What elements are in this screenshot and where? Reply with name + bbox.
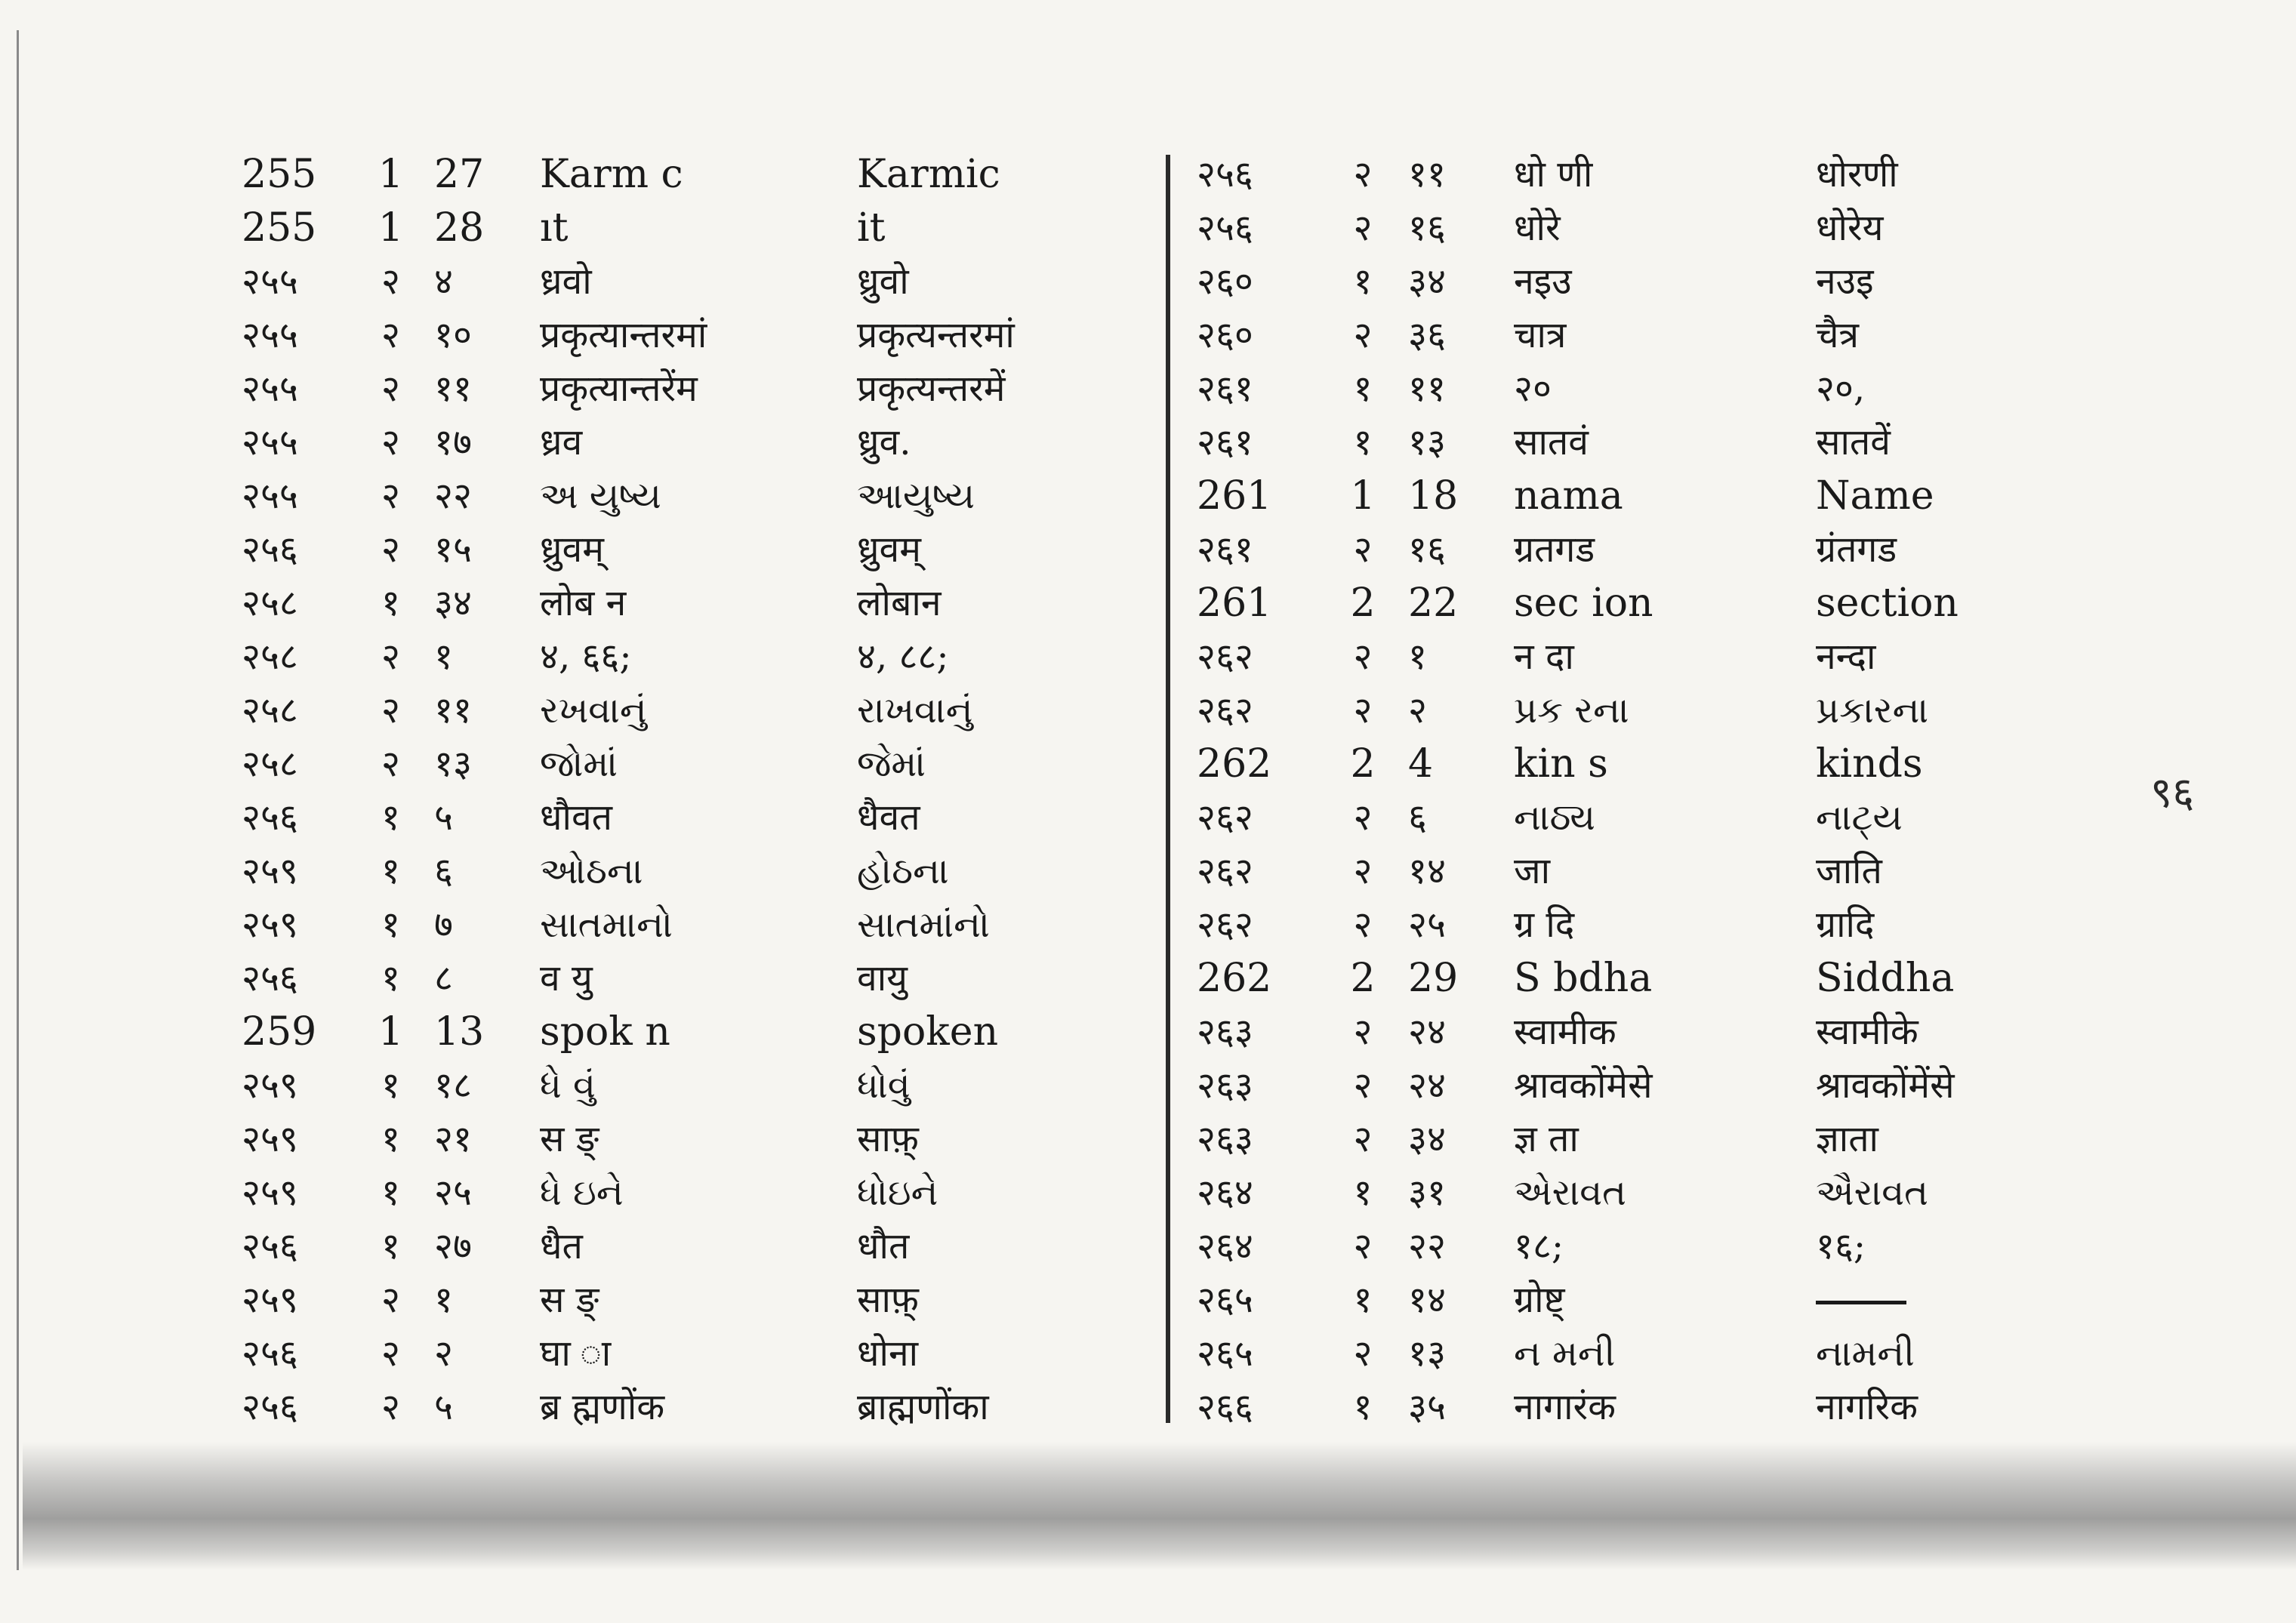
error-text-cell: nama xyxy=(1514,473,1623,519)
correction-text-cell: ग्रंतगड xyxy=(1816,528,1897,571)
column-number-cell: २ xyxy=(1353,1332,1373,1375)
page-number-cell: २५९ xyxy=(242,849,298,892)
correction-text-cell: ४, ८८; xyxy=(857,635,949,678)
errata-row xyxy=(242,201,1144,254)
line-number-cell: 22 xyxy=(1408,580,1459,626)
page-number-cell: २५९ xyxy=(242,1064,298,1107)
error-text-cell: न दा xyxy=(1514,635,1574,678)
page-number-cell: २५५ xyxy=(242,260,298,303)
error-text-cell: ધે ઇને xyxy=(540,1171,624,1214)
page-number-cell: २५५ xyxy=(242,367,298,410)
column-number-cell: २ xyxy=(381,528,400,571)
page-number-cell: २६२ xyxy=(1197,635,1253,678)
correction-text-cell: १६; xyxy=(1816,1224,1866,1267)
column-number-cell: २ xyxy=(381,260,400,303)
error-text-cell: રખવાનું xyxy=(540,688,647,731)
errata-row xyxy=(242,1005,1144,1058)
page-number-cell: २५५ xyxy=(242,474,298,517)
error-text-cell: २० xyxy=(1514,367,1552,410)
page-number-cell: २५९ xyxy=(242,903,298,946)
errata-row xyxy=(1197,951,2042,1005)
line-number-cell: ११ xyxy=(1408,367,1446,410)
correction-text-cell: प्रकृत्यन्तरमें xyxy=(857,367,1006,410)
column-divider xyxy=(1166,155,1170,1423)
line-number-cell: २७ xyxy=(434,1224,472,1267)
column-number-cell: १ xyxy=(381,956,400,999)
error-text-cell: સાતમાનો xyxy=(540,903,673,946)
column-number-cell: १ xyxy=(1353,1171,1373,1214)
correction-text-cell: હોઠના xyxy=(857,849,949,892)
errata-row xyxy=(1197,415,2042,469)
correction-text-cell: धौत xyxy=(857,1224,910,1267)
page-number-cell: २६१ xyxy=(1197,420,1253,463)
column-number-cell: १ xyxy=(381,796,400,839)
column-number-cell: १ xyxy=(1353,367,1373,410)
errata-row xyxy=(242,1273,1144,1326)
errata-row xyxy=(1197,683,2042,737)
line-number-cell: १६ xyxy=(1408,206,1446,249)
column-number-cell: १ xyxy=(381,849,400,892)
correction-text-cell: श्रावकोंमेंसे xyxy=(1816,1064,1955,1107)
line-number-cell: ६ xyxy=(1408,796,1427,839)
column-number-cell: 1 xyxy=(378,151,404,197)
error-text-cell: Karm c xyxy=(540,151,683,197)
page-number-cell: २६१ xyxy=(1197,528,1253,571)
line-number-cell: ११ xyxy=(434,688,472,731)
correction-text-cell: spoken xyxy=(857,1009,999,1055)
errata-right-body xyxy=(1197,147,2042,1434)
page-number-cell: २५६ xyxy=(1197,152,1253,196)
errata-row xyxy=(1197,1380,2042,1434)
correction-text-cell: धोरणी xyxy=(1816,152,1898,196)
error-text-cell: ग्रतगड xyxy=(1514,528,1595,571)
error-text-cell: S bdha xyxy=(1514,955,1653,1001)
column-number-cell: २ xyxy=(1353,1224,1373,1267)
error-text-cell: स्वामीक xyxy=(1514,1010,1616,1053)
column-number-cell: 2 xyxy=(1350,955,1376,1001)
column-number-cell: १ xyxy=(1353,1278,1373,1321)
error-text-cell: प्रकृत्यान्तरमां xyxy=(540,313,707,356)
column-number-cell: १ xyxy=(1353,1385,1373,1428)
error-text-cell: १८; xyxy=(1514,1224,1564,1267)
page-number-cell: २५६ xyxy=(242,956,298,999)
page-number-cell: २६६ xyxy=(1197,1385,1253,1428)
correction-text-cell: २०, xyxy=(1816,367,1866,410)
errata-row xyxy=(1197,1058,2042,1112)
column-number-cell: १ xyxy=(381,1171,400,1214)
line-number-cell: ३४ xyxy=(1408,1117,1446,1160)
errata-row xyxy=(242,1326,1144,1380)
line-number-cell: ११ xyxy=(434,367,472,410)
error-text-cell: व यु xyxy=(540,956,593,999)
column-number-cell: २ xyxy=(1353,528,1373,571)
blank-dash xyxy=(1816,1301,1906,1304)
column-number-cell: २ xyxy=(1353,1117,1373,1160)
errata-row xyxy=(242,1058,1144,1112)
column-number-cell: २ xyxy=(1353,849,1373,892)
page-number-cell: २५६ xyxy=(242,1224,298,1267)
correction-text-cell: धोरेय xyxy=(1816,206,1884,249)
line-number-cell: १ xyxy=(1408,635,1427,678)
errata-row xyxy=(1197,844,2042,898)
error-text-cell: kin s xyxy=(1514,741,1608,787)
page-number-cell: २६४ xyxy=(1197,1171,1253,1214)
errata-table-right xyxy=(1197,147,2042,1434)
line-number-cell: १८ xyxy=(434,1064,472,1107)
column-number-cell: २ xyxy=(381,420,400,463)
errata-row xyxy=(1197,201,2042,254)
errata-row xyxy=(1197,630,2042,683)
error-text-cell: ıt xyxy=(540,205,569,251)
errata-row xyxy=(242,469,1144,522)
error-text-cell: ध्रवो xyxy=(540,260,592,303)
error-text-cell: ध्रुवम् xyxy=(540,528,604,571)
errata-row xyxy=(242,844,1144,898)
errata-row xyxy=(242,790,1144,844)
error-text-cell: ग्र दि xyxy=(1514,903,1575,946)
errata-row xyxy=(242,683,1144,737)
line-number-cell: 18 xyxy=(1408,473,1459,519)
errata-row xyxy=(242,147,1144,201)
column-number-cell: १ xyxy=(1353,420,1373,463)
correction-text-cell: Name xyxy=(1816,473,1934,519)
error-text-cell: ન મની xyxy=(1514,1332,1616,1375)
page-number-cell: 259 xyxy=(242,1009,317,1055)
error-text-cell: અ યુષ્ય xyxy=(540,474,661,517)
correction-text-cell: ध्रुव. xyxy=(857,420,911,463)
page-number-cell: २६३ xyxy=(1197,1010,1253,1053)
correction-text-cell xyxy=(1816,1273,2042,1326)
page-number-cell: २६२ xyxy=(1197,796,1253,839)
line-number-cell: २४ xyxy=(1408,1064,1446,1107)
page-number-cell: २६० xyxy=(1197,313,1253,356)
correction-text-cell: चैत्र xyxy=(1816,313,1859,356)
errata-row xyxy=(242,1112,1144,1166)
column-number-cell: २ xyxy=(381,688,400,731)
column-number-cell: २ xyxy=(381,1385,400,1428)
error-text-cell: धोरे xyxy=(1514,206,1561,249)
line-number-cell: 4 xyxy=(1408,741,1434,787)
column-number-cell: 1 xyxy=(1350,473,1376,519)
correction-text-cell: धोना xyxy=(857,1332,919,1375)
errata-row xyxy=(1197,147,2042,201)
errata-row xyxy=(242,415,1144,469)
error-text-cell: ज्ञ ता xyxy=(1514,1117,1579,1160)
correction-text-cell: ध्रुवो xyxy=(857,260,909,303)
errata-row xyxy=(242,1166,1144,1219)
left-margin-rule xyxy=(17,30,19,1570)
page-number-cell: २६३ xyxy=(1197,1117,1253,1160)
page-number-cell: २५६ xyxy=(242,1385,298,1428)
error-text-cell: નાઠ્ય xyxy=(1514,796,1595,839)
line-number-cell: १३ xyxy=(1408,420,1446,463)
errata-row xyxy=(1197,1326,2042,1380)
line-number-cell: २ xyxy=(434,1332,453,1375)
error-text-cell: ઓઠના xyxy=(540,849,643,892)
line-number-cell: ७ xyxy=(434,903,453,946)
line-number-cell: २१ xyxy=(434,1117,472,1160)
errata-row xyxy=(242,1380,1144,1434)
line-number-cell: १३ xyxy=(1408,1332,1446,1375)
correction-text-cell: આયુષ્ય xyxy=(857,474,975,517)
correction-text-cell: प्रकृत्यन्तरमां xyxy=(857,313,1015,356)
column-number-cell: 2 xyxy=(1350,741,1376,787)
error-text-cell: लोब न xyxy=(540,581,627,624)
line-number-cell: ५ xyxy=(434,1385,453,1428)
line-number-cell: 29 xyxy=(1408,955,1459,1001)
column-number-cell: २ xyxy=(381,1332,400,1375)
page-number-cell: २६५ xyxy=(1197,1278,1253,1321)
column-number-cell: २ xyxy=(1353,1064,1373,1107)
error-text-cell: धैत xyxy=(540,1224,583,1267)
line-number-cell: ४ xyxy=(434,260,453,303)
line-number-cell: २४ xyxy=(1408,1010,1446,1053)
column-number-cell: २ xyxy=(1353,152,1373,196)
column-number-cell: २ xyxy=(1353,903,1373,946)
correction-text-cell: वायु xyxy=(857,956,908,999)
column-number-cell: १ xyxy=(1353,260,1373,303)
correction-text-cell: પ્રકારના xyxy=(1816,688,1929,731)
page-number-cell: २५५ xyxy=(242,313,298,356)
error-text-cell: नइउ xyxy=(1514,260,1572,303)
error-text-cell: धो णी xyxy=(1514,152,1593,196)
page-number-cell: २६० xyxy=(1197,260,1253,303)
column-number-cell: २ xyxy=(381,742,400,785)
column-number-cell: १ xyxy=(381,1117,400,1160)
error-text-cell: ब्र ह्मणोंक xyxy=(540,1385,665,1428)
scan-shadow-band xyxy=(23,1442,2296,1570)
correction-text-cell: ઐરાવત xyxy=(1816,1171,1928,1214)
correction-text-cell: Siddha xyxy=(1816,955,1955,1001)
line-number-cell: १ xyxy=(434,1278,453,1321)
page-number-cell: २६५ xyxy=(1197,1332,1253,1375)
page-number-cell: २५८ xyxy=(242,581,298,624)
error-text-cell: sec ion xyxy=(1514,580,1653,626)
correction-text-cell: नागरिक xyxy=(1816,1385,1918,1428)
errata-row xyxy=(242,254,1144,308)
page-number-cell: 261 xyxy=(1197,473,1272,519)
correction-text-cell: ધોઇને xyxy=(857,1171,938,1214)
page-number-cell: 255 xyxy=(242,151,317,197)
correction-text-cell: ध्रुवम् xyxy=(857,528,921,571)
page-number-cell: २६४ xyxy=(1197,1224,1253,1267)
column-number-cell: 1 xyxy=(378,205,404,251)
page-number-cell: २५८ xyxy=(242,688,298,731)
correction-text-cell: ધોવું xyxy=(857,1064,911,1107)
correction-text-cell: નામની xyxy=(1816,1332,1915,1375)
column-number-cell: २ xyxy=(381,367,400,410)
correction-text-cell: जाति xyxy=(1816,849,1882,892)
page-number-cell: २५९ xyxy=(242,1278,298,1321)
column-number-cell: २ xyxy=(381,313,400,356)
error-text-cell: नागारंक xyxy=(1514,1385,1616,1428)
line-number-cell: ३६ xyxy=(1408,313,1446,356)
line-number-cell: 28 xyxy=(434,205,485,251)
page-number-cell: २५६ xyxy=(242,796,298,839)
line-number-cell: ३१ xyxy=(1408,1171,1446,1214)
correction-text-cell: ग्रादि xyxy=(1816,903,1875,946)
page-number-cell: २६२ xyxy=(1197,903,1253,946)
correction-text-cell: kinds xyxy=(1816,741,1923,787)
line-number-cell: १६ xyxy=(1408,528,1446,571)
error-text-cell: એરાવત xyxy=(1514,1171,1626,1214)
correction-text-cell: નાટ્ય xyxy=(1816,796,1903,839)
error-text-cell: ध्रव xyxy=(540,420,583,463)
error-text-cell: चात्र xyxy=(1514,313,1567,356)
line-number-cell: ३४ xyxy=(1408,260,1446,303)
correction-text-cell: Karmic xyxy=(857,151,1000,197)
column-number-cell: २ xyxy=(381,1278,400,1321)
errata-row xyxy=(1197,1005,2042,1058)
page-number-cell: 261 xyxy=(1197,580,1272,626)
correction-text-cell: नन्दा xyxy=(1816,635,1876,678)
error-text-cell: જોમાં xyxy=(540,742,618,785)
column-number-cell: २ xyxy=(1353,1010,1373,1053)
page-number-cell: २६२ xyxy=(1197,688,1253,731)
error-text-cell: ધે વું xyxy=(540,1064,596,1107)
errata-row xyxy=(242,522,1144,576)
page-number-cell: २५६ xyxy=(242,528,298,571)
correction-text-cell: ब्राह्मणोंका xyxy=(857,1385,989,1428)
page-number-cell: २५८ xyxy=(242,742,298,785)
error-text-cell: પ્રક રના xyxy=(1514,688,1629,731)
line-number-cell: १४ xyxy=(1408,1278,1446,1321)
correction-text-cell: साफ़् xyxy=(857,1117,919,1160)
errata-row xyxy=(1197,522,2042,576)
errata-row xyxy=(1197,576,2042,630)
line-number-cell: १३ xyxy=(434,742,472,785)
line-number-cell: 27 xyxy=(434,151,485,197)
correction-text-cell: लोबान xyxy=(857,581,942,624)
page-number-mark: ९६ xyxy=(2150,768,2195,818)
page-number-cell: २६३ xyxy=(1197,1064,1253,1107)
errata-row xyxy=(1197,1273,2042,1326)
error-text-cell: घा ा xyxy=(540,1332,612,1375)
line-number-cell: १७ xyxy=(434,420,472,463)
error-text-cell: सातवं xyxy=(1514,420,1589,463)
page-number-cell: २६२ xyxy=(1197,849,1253,892)
error-text-cell: श्रावकोंमेसे xyxy=(1514,1064,1653,1107)
errata-table-left xyxy=(242,147,1144,1434)
correction-text-cell: it xyxy=(857,205,886,251)
errata-row xyxy=(1197,469,2042,522)
errata-row xyxy=(1197,362,2042,415)
column-number-cell: २ xyxy=(1353,313,1373,356)
line-number-cell: २ xyxy=(1408,688,1427,731)
errata-row xyxy=(242,576,1144,630)
page-number-cell: 262 xyxy=(1197,955,1272,1001)
page-number-cell: २६१ xyxy=(1197,367,1253,410)
correction-text-cell: नउइ xyxy=(1816,260,1874,303)
error-text-cell: spok n xyxy=(540,1009,670,1055)
column-number-cell: १ xyxy=(381,1224,400,1267)
error-text-cell: स ङ् xyxy=(540,1117,599,1160)
error-text-cell: धौवत xyxy=(540,796,613,839)
errata-row xyxy=(242,630,1144,683)
line-number-cell: ८ xyxy=(434,956,453,999)
line-number-cell: ६ xyxy=(434,849,453,892)
errata-row xyxy=(1197,1166,2042,1219)
line-number-cell: १० xyxy=(434,313,472,356)
page-number-cell: २५६ xyxy=(242,1332,298,1375)
error-text-cell: स ङ् xyxy=(540,1278,599,1321)
line-number-cell: १४ xyxy=(1408,849,1446,892)
page-number-cell: २५५ xyxy=(242,420,298,463)
column-number-cell: २ xyxy=(1353,206,1373,249)
errata-row xyxy=(242,737,1144,790)
line-number-cell: ३५ xyxy=(1408,1385,1446,1428)
errata-row xyxy=(1197,1219,2042,1273)
correction-text-cell: धैवत xyxy=(857,796,920,839)
page-number-cell: २५६ xyxy=(1197,206,1253,249)
errata-row xyxy=(1197,308,2042,362)
correction-text-cell: section xyxy=(1816,580,1959,626)
correction-text-cell: રાખવાનું xyxy=(857,688,973,731)
column-number-cell: २ xyxy=(381,474,400,517)
column-number-cell: १ xyxy=(381,581,400,624)
errata-row xyxy=(242,1219,1144,1273)
correction-text-cell: જેમાં xyxy=(857,742,926,785)
error-text-cell: जा xyxy=(1514,849,1551,892)
page-number-cell: 255 xyxy=(242,205,317,251)
column-number-cell: २ xyxy=(1353,635,1373,678)
line-number-cell: ११ xyxy=(1408,152,1446,196)
errata-row xyxy=(1197,898,2042,951)
page-number-cell: २५९ xyxy=(242,1171,298,1214)
line-number-cell: ३४ xyxy=(434,581,472,624)
column-number-cell: १ xyxy=(381,1064,400,1107)
errata-row xyxy=(1197,737,2042,790)
line-number-cell: २५ xyxy=(434,1171,472,1214)
line-number-cell: 13 xyxy=(434,1009,485,1055)
correction-text-cell: સાતમાંનો xyxy=(857,903,990,946)
column-number-cell: 1 xyxy=(378,1009,404,1055)
line-number-cell: १ xyxy=(434,635,453,678)
correction-text-cell: साफ़् xyxy=(857,1278,919,1321)
line-number-cell: २५ xyxy=(1408,903,1446,946)
line-number-cell: २२ xyxy=(1408,1224,1446,1267)
page-number-cell: 262 xyxy=(1197,741,1272,787)
line-number-cell: २२ xyxy=(434,474,472,517)
errata-row xyxy=(242,898,1144,951)
column-number-cell: २ xyxy=(381,635,400,678)
column-number-cell: २ xyxy=(1353,796,1373,839)
column-number-cell: २ xyxy=(1353,688,1373,731)
errata-left-body xyxy=(242,147,1144,1434)
page-number-cell: २५८ xyxy=(242,635,298,678)
column-number-cell: १ xyxy=(381,903,400,946)
errata-row xyxy=(1197,790,2042,844)
errata-row xyxy=(1197,254,2042,308)
errata-row xyxy=(1197,1112,2042,1166)
error-text-cell: प्रकृत्यान्तरेंम xyxy=(540,367,698,410)
line-number-cell: ५ xyxy=(434,796,453,839)
error-text-cell: ४, ६६; xyxy=(540,635,632,678)
errata-row xyxy=(242,951,1144,1005)
page-number-cell: २५९ xyxy=(242,1117,298,1160)
correction-text-cell: सातवें xyxy=(1816,420,1891,463)
column-number-cell: 2 xyxy=(1350,580,1376,626)
line-number-cell: १५ xyxy=(434,528,472,571)
errata-row xyxy=(242,308,1144,362)
errata-row xyxy=(242,362,1144,415)
correction-text-cell: स्वामीके xyxy=(1816,1010,1918,1053)
correction-text-cell: ज्ञाता xyxy=(1816,1117,1878,1160)
error-text-cell: ग्रोष्ट् xyxy=(1514,1278,1565,1321)
